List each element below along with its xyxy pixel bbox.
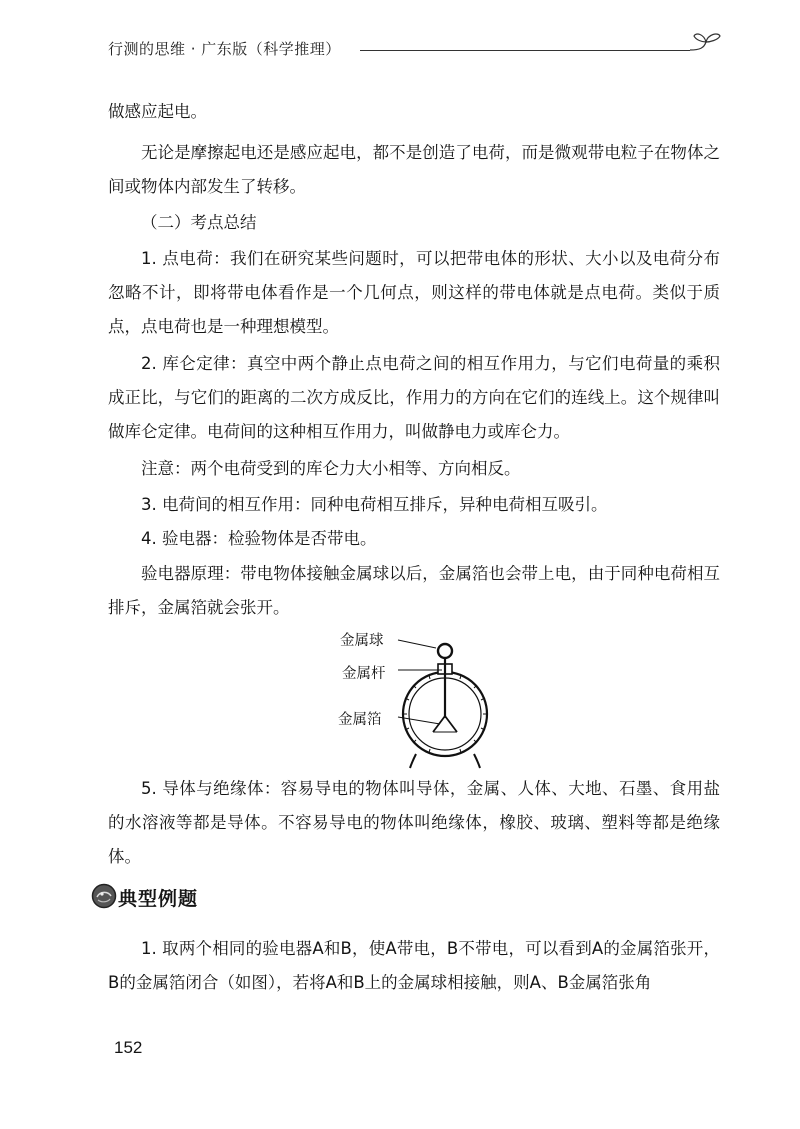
paragraph-note: 注意：两个电荷受到的库仑力大小相等、方向相反。 <box>141 459 521 478</box>
subsection-heading: （二）考点总结 <box>141 213 257 232</box>
electroscope-diagram <box>330 626 530 776</box>
paragraph-electroscope: 4. 验电器：检验物体是否带电。 <box>141 529 377 548</box>
label-metal-ball: 金属球 <box>340 633 384 649</box>
paragraph-conductor-insulator: 5. 导体与绝缘体：容易导电的物体叫导体，金属、人体、大地、石墨、食用盐的水溶液等都是导体。不容易导电的物体叫绝缘体，橡胶、玻璃、塑料等都是绝缘体。 <box>108 779 720 866</box>
sprout-icon <box>686 26 726 60</box>
paragraph-coulomb-law: 2. 库仑定律：真空中两个静止点电荷之间的相互作用力，与它们电荷量的乘积成正比，与它们的距离的二次方成反比，作用力的方向在它们的连线上。这个规律叫做库仑定律。电荷间的这种相互作用力，叫做静电力或库仑力。 <box>108 354 720 441</box>
page-number: 152 <box>114 1038 143 1057</box>
paragraph-charge-transfer: 无论是摩擦起电还是感应起电，都不是创造了电荷，而是微观带电粒子在物体之间或物体内部发生了转移。 <box>108 143 720 196</box>
running-header-title: 行测的思维 · 广东版（科学推理） <box>108 40 341 58</box>
section-title-typical-examples: 典型例题 <box>118 888 199 910</box>
paragraph-point-charge: 1. 点电荷：我们在研究某些问题时，可以把带电体的形状、大小以及电荷分布忽略不计，即将带电体看作是一个几何点，则这样的带电体就是点电荷。类似于质点，点电荷也是一种理想模型。 <box>108 249 720 336</box>
paragraph-electroscope-principle: 验电器原理：带电物体接触金属球以后，金属箔也会带上电，由于同种电荷相互排斥，金属箔就会张开。 <box>108 564 720 617</box>
paragraph-example-question: 1. 取两个相同的验电器A和B，使A带电，B不带电，可以看到A的金属箔张开，B的金属箔闭合（如图），若将A和B上的金属球相接触，则A、B金属箔张角 <box>108 939 720 992</box>
label-metal-foil: 金属箔 <box>338 712 382 728</box>
paragraph-interaction: 3. 电荷间的相互作用：同种电荷相互排斥，异种电荷相互吸引。 <box>141 495 608 514</box>
header-rule <box>360 50 690 51</box>
section-badge-icon <box>91 883 117 909</box>
label-metal-rod: 金属杆 <box>342 666 386 682</box>
paragraph-continuation: 做感应起电。 <box>108 102 207 121</box>
